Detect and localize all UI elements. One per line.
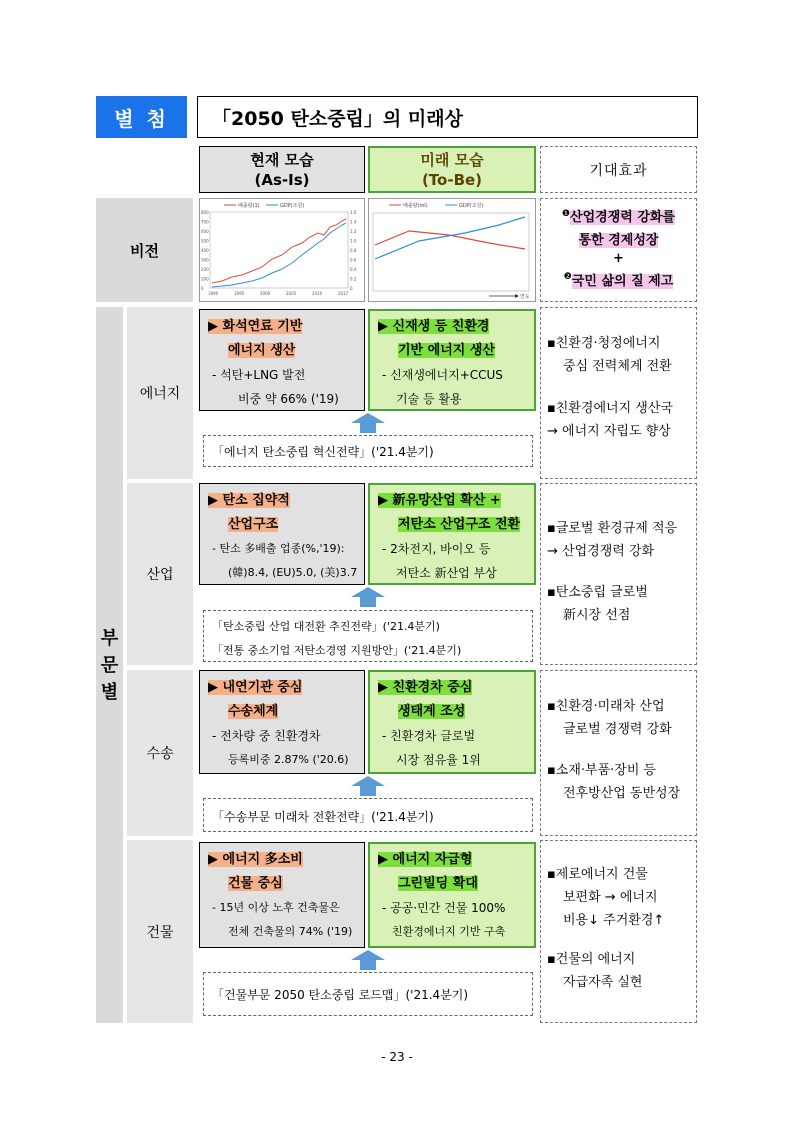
legend-emission: 배출량(1) bbox=[238, 203, 260, 209]
industry-asis-head-2: 산업구조 bbox=[228, 517, 279, 532]
building-effect-2a: ▪건물의 에너지 bbox=[547, 952, 636, 967]
energy-asis-body-2: 비중 약 66% ('19) bbox=[238, 392, 339, 406]
vision-effect-2-text: 국민 삶의 질 제고 bbox=[571, 273, 674, 289]
building-effect-1c: 비용↓ 주거환경↑ bbox=[563, 913, 665, 928]
industry-tobe-body-1: - 2차전지, 바이오 등 bbox=[382, 542, 491, 556]
building-effect-1b: 보편화 → 에너지 bbox=[563, 890, 658, 905]
industry-effect-2a: ▪탄소중립 글로벌 bbox=[547, 585, 648, 600]
sector-label-transport: 수송 bbox=[127, 670, 193, 836]
transport-effect-1b: 글로벌 경쟁력 강화 bbox=[563, 722, 672, 737]
asis-x-tick: 2010 bbox=[312, 291, 323, 296]
legend-gdp-tobe: GDP(조원) bbox=[459, 203, 484, 209]
sector-label-energy: 에너지 bbox=[127, 307, 193, 479]
industry-strategy-1: 「탄소중립 산업 대전환 추진전략」('21.4분기) bbox=[212, 620, 440, 633]
building-effect bbox=[540, 840, 697, 1023]
energy-effect bbox=[540, 307, 697, 479]
column-header-effect: 기대효과 bbox=[540, 146, 697, 193]
vision-effect-2 bbox=[547, 266, 690, 292]
sector-group-char-1: 부 bbox=[100, 627, 119, 649]
transport-effect-1a: ▪친환경·미래차 산업 bbox=[547, 699, 665, 714]
transport-effect-2b: 전후방산업 동반성장 bbox=[563, 786, 681, 801]
legend-emission-tobe: 배출량(ml) bbox=[403, 203, 428, 209]
building-effect-2b: 자급자족 실현 bbox=[563, 975, 643, 990]
num-badge-1: ❶ bbox=[561, 209, 571, 219]
chart-tobe-svg bbox=[369, 199, 535, 301]
energy-asis bbox=[199, 309, 365, 411]
energy-tobe-head-1: ▶ 신재생 등 친환경 bbox=[378, 319, 490, 334]
legend-gdp: GDP(조원) bbox=[280, 203, 305, 209]
asis-yleft-tick: 400 bbox=[201, 248, 209, 253]
sector-label-industry: 산업 bbox=[127, 483, 193, 665]
page-title: 「2050 탄소중립」의 미래상 bbox=[197, 96, 698, 138]
plot-frame bbox=[210, 212, 348, 288]
x-arrow-head bbox=[515, 294, 519, 298]
building-tobe-body-1: - 공공·민간 건물 100% bbox=[382, 901, 506, 915]
x-note: 연도 bbox=[520, 294, 530, 300]
building-asis-body-2: 전체 건축물의 74% ('19) bbox=[228, 925, 353, 938]
transport-effect-2a: ▪소재·부품·장비 등 bbox=[547, 763, 657, 778]
transport-tobe-head-2: 생태계 조성 bbox=[398, 704, 466, 719]
column-header-asis bbox=[199, 146, 365, 193]
transport-tobe-body-2: 시장 점유율 1위 bbox=[396, 753, 481, 767]
asis-title: 현재 모습 bbox=[250, 151, 314, 169]
transport-strategy: 「수송부문 미래차 전환전략」('21.4분기) bbox=[203, 798, 533, 832]
attachment-tag: 별 첨 bbox=[96, 96, 187, 138]
chart-asis-svg bbox=[200, 199, 364, 301]
industry-effect-1a: ▪글로벌 환경규제 적응 bbox=[547, 521, 678, 536]
asis-x-tick: 2000 bbox=[260, 291, 271, 296]
asis-yleft-tick: 200 bbox=[201, 267, 209, 272]
energy-tobe-head-2: 기반 에너지 생산 bbox=[398, 343, 495, 358]
tobe-title: 미래 모습 bbox=[420, 151, 484, 169]
energy-asis-head-1: ▶ 화석연료 기반 bbox=[208, 319, 303, 334]
tobe-subtitle: (To-Be) bbox=[421, 171, 483, 189]
transport-tobe-body-1: - 친환경차 글로벌 bbox=[382, 729, 476, 743]
energy-effect-2b: → 에너지 자립도 향상 bbox=[547, 424, 671, 439]
industry-effect-2b: 新시장 선점 bbox=[563, 608, 631, 623]
asis-subtitle: (As-Is) bbox=[254, 171, 310, 189]
sector-group-char-2: 문 bbox=[100, 654, 119, 676]
building-asis-body-1: - 15년 이상 노후 건축물은 bbox=[212, 901, 340, 914]
vision-effect-1b: 통한 경제성장 bbox=[578, 233, 659, 249]
up-arrow-icon bbox=[350, 949, 386, 971]
up-arrow-icon bbox=[350, 775, 386, 797]
industry-tobe bbox=[368, 483, 536, 585]
building-asis-head-1: ▶ 에너지 多소비 bbox=[208, 852, 303, 867]
asis-x-tick: 2005 bbox=[286, 291, 297, 296]
industry-asis-body-1: - 탄소 多배출 업종(%,'19): bbox=[212, 542, 345, 555]
asis-yright-tick: 0.6 bbox=[350, 257, 357, 263]
asis-emission-line bbox=[212, 219, 346, 283]
industry-asis-body-2: (韓)8.4, (EU)5.0, (美)3.7 bbox=[228, 566, 358, 579]
transport-asis-body-2: 등록비중 2.87% ('20.6) bbox=[228, 753, 349, 766]
up-arrow-icon bbox=[350, 412, 386, 434]
asis-yright-tick: 0.2 bbox=[350, 276, 357, 282]
column-header-tobe bbox=[368, 146, 536, 193]
building-tobe-head-1: ▶ 에너지 자급형 bbox=[378, 852, 473, 867]
energy-effect-1b: 중심 전력체계 전환 bbox=[563, 359, 672, 374]
industry-asis-head-1: ▶ 탄소 집약적 bbox=[208, 493, 290, 508]
asis-yleft-tick: 0 bbox=[201, 286, 204, 291]
building-tobe bbox=[368, 842, 536, 948]
asis-yright-tick: 0 bbox=[350, 286, 353, 291]
industry-effect-1b: → 산업경쟁력 강화 bbox=[547, 544, 655, 559]
asis-yleft-tick: 800 bbox=[201, 210, 209, 215]
chart-asis bbox=[199, 198, 365, 302]
vision-label: 비전 bbox=[96, 198, 193, 302]
asis-yleft-tick: 700 bbox=[201, 219, 209, 225]
building-asis bbox=[199, 842, 365, 948]
asis-x-tick: 2017 bbox=[338, 291, 349, 296]
energy-asis-head-2: 에너지 생산 bbox=[228, 343, 296, 358]
transport-asis-head-2: 수송체계 bbox=[228, 704, 279, 719]
tobe-gdp-line bbox=[375, 217, 525, 259]
energy-strategy: 「에너지 탄소중립 혁신전략」('21.4분기) bbox=[203, 435, 533, 467]
asis-yleft-tick: 100 bbox=[201, 276, 209, 282]
building-tobe-head-2: 그린빌딩 확대 bbox=[398, 876, 478, 891]
transport-asis-head-1: ▶ 내연기관 중심 bbox=[208, 680, 303, 695]
asis-yleft-tick: 500 bbox=[201, 238, 209, 244]
sector-group-char-3: 별 bbox=[100, 681, 119, 703]
energy-effect-1a: ▪친환경·청정에너지 bbox=[547, 336, 661, 351]
asis-yright-tick: 1.6 bbox=[350, 210, 357, 215]
energy-tobe-body-1: - 신재생에너지+CCUS bbox=[382, 368, 503, 382]
industry-strategy-2: 「전통 중소기업 저탄소경영 지원방안」('21.4분기) bbox=[212, 644, 462, 657]
page-number: - 23 - bbox=[381, 1050, 413, 1064]
industry-strategy bbox=[203, 610, 533, 662]
building-asis-head-2: 건물 중심 bbox=[228, 876, 283, 891]
energy-asis-body-1: - 석탄+LNG 발전 bbox=[212, 368, 306, 382]
asis-yright-tick: 0.4 bbox=[350, 267, 357, 272]
asis-yleft-tick: 300 bbox=[201, 257, 209, 263]
vision-effect-1 bbox=[547, 203, 690, 229]
sector-group-label bbox=[96, 307, 123, 1023]
vision-effect-1a: 산업경쟁력 강화를 bbox=[570, 210, 676, 226]
asis-yright-tick: 1.2 bbox=[350, 229, 357, 234]
industry-effect bbox=[540, 483, 697, 665]
energy-tobe bbox=[368, 309, 536, 411]
asis-yright-tick: 1.0 bbox=[350, 238, 357, 244]
up-arrow-icon bbox=[350, 586, 386, 608]
energy-tobe-body-2: 기술 등 활용 bbox=[396, 392, 462, 406]
industry-tobe-body-2: 저탄소 新산업 부상 bbox=[396, 566, 497, 580]
transport-asis-body-1: - 전차량 중 친환경차 bbox=[212, 729, 321, 743]
plot-frame-tobe bbox=[373, 213, 529, 291]
energy-effect-2a: ▪친환경에너지 생산국 bbox=[547, 401, 673, 416]
transport-effect bbox=[540, 670, 697, 836]
asis-yleft-tick: 600 bbox=[201, 229, 209, 234]
building-strategy: 「건물부문 2050 탄소중립 로드맵」('21.4분기) bbox=[203, 972, 533, 1016]
asis-yright-tick: 1.4 bbox=[350, 219, 357, 225]
transport-tobe bbox=[368, 670, 536, 774]
vision-effect bbox=[540, 198, 697, 302]
building-effect-1a: ▪제로에너지 건물 bbox=[547, 867, 648, 882]
building-tobe-body-2: 친환경에너지 기반 구축 bbox=[392, 925, 506, 938]
plus-sign: + bbox=[613, 251, 624, 267]
asis-yright-tick: 0.8 bbox=[350, 248, 357, 253]
transport-asis bbox=[199, 670, 365, 774]
industry-asis bbox=[199, 483, 365, 585]
tobe-emission-line bbox=[375, 231, 525, 249]
transport-tobe-head-1: ▶ 친환경차 중심 bbox=[378, 680, 473, 695]
asis-x-tick: 1990 bbox=[208, 291, 219, 296]
num-badge-2: ❷ bbox=[563, 272, 572, 283]
chart-tobe bbox=[368, 198, 536, 302]
asis-x-tick: 1995 bbox=[234, 291, 245, 296]
industry-tobe-head-2: 저탄소 산업구조 전환 bbox=[398, 517, 521, 532]
sector-label-building: 건물 bbox=[127, 840, 193, 1023]
industry-tobe-head-1: ▶ 新유망산업 확산 + bbox=[378, 493, 501, 508]
